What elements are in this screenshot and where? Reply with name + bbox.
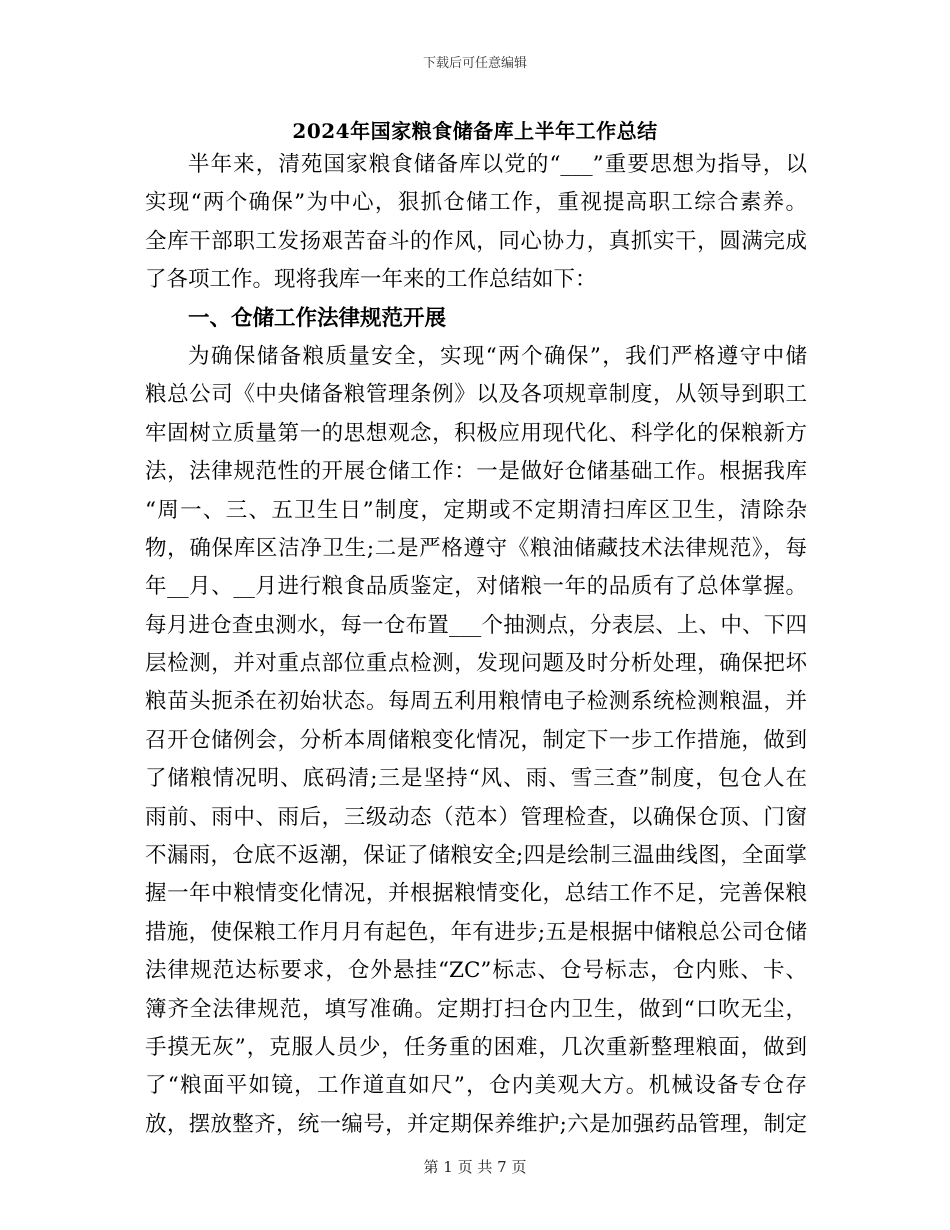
body-line-9: 法，法律规范性的开展仓储工作：一是做好仓储基础工作。根据我库 <box>145 459 807 485</box>
page-header-note: 下载后可任意编辑 <box>422 56 527 71</box>
body-line-16: 召开仓储例会，分析本周储粮变化情况，制定下一步工作措施，做到 <box>145 727 807 753</box>
document-title: 2024年国家粮食储备库上半年工作总结 <box>292 119 658 143</box>
body-line-8: 牢固树立质量第一的思想观念，积极应用现代化、科学化的保粮新方 <box>145 420 807 446</box>
body-line-4: 了各项工作。现将我库一年来的工作总结如下： <box>145 267 597 293</box>
body-line-1: 半年来，清苑国家粮食储备库以党的“___”重要思想为指导，以 <box>188 152 807 177</box>
body-line-25: 了“粮面平如镜，工作道直如尺”，仓内美观大方。机械设备专仓存 <box>145 1073 807 1099</box>
body-line-6: 为确保储备粮质量安全，实现“两个确保”，我们严格遵守中储 <box>188 343 807 369</box>
body-line-13: 每月进仓查虫测水，每一仓布置___个抽测点，分表层、上、中、下四 <box>145 612 807 638</box>
body-line-26: 放，摆放整齐，统一编号，并定期保养维护;六是加强药品管理，制定 <box>145 1111 807 1137</box>
body-line-12: 年__月、__月进行粮食品质鉴定，对储粮一年的品质有了总体掌握。 <box>145 574 807 600</box>
body-line-14: 层检测，并对重点部位重点检测，发现问题及时分析处理，确保把坏 <box>145 651 807 677</box>
body-line-22: 法律规范达标要求，仓外悬挂“ZC”标志、仓号标志，仓内账、卡、 <box>145 958 807 984</box>
body-line-17: 了储粮情况明、底码清;三是坚持“风、雨、雪三查”制度，包仓人在 <box>145 766 807 792</box>
body-line-3: 全库干部职工发扬艰苦奋斗的作风，同心协力，真抓实干，圆满完成 <box>145 228 807 254</box>
body-line-15: 粮苗头扼杀在初始状态。每周五利用粮情电子检测系统检测粮温，并 <box>145 689 807 715</box>
body-line-7: 粮总公司《中央储备粮管理条例》以及各项规章制度，从领导到职工 <box>145 382 807 408</box>
body-line-19: 不漏雨，仓底不返潮，保证了储粮安全;四是绘制三温曲线图，全面掌 <box>145 843 807 869</box>
body-line-10: “周一、三、五卫生日”制度，定期或不定期清扫库区卫生，清除杂 <box>145 497 807 523</box>
body-line-2: 实现“两个确保”为中心，狠抓仓储工作，重视提高职工综合素养。 <box>145 190 807 216</box>
section-heading-1: 一、仓储工作法律规范开展 <box>188 305 447 331</box>
document-body <box>145 146 807 1144</box>
body-line-21: 措施，使保粮工作月月有起色，年有进步;五是根据中储粮总公司仓储 <box>145 919 807 945</box>
body-line-20: 握一年中粮情变化情况，并根据粮情变化，总结工作不足，完善保粮 <box>145 881 807 907</box>
body-line-18: 雨前、雨中、雨后，三级动态（范本）管理检查，以确保仓顶、门窗 <box>145 804 807 830</box>
page-number-footer: 第 1 页 共 7 页 <box>423 1158 527 1176</box>
body-line-24: 手摸无灰”，克服人员少，任务重的困难，几次重新整理粮面，做到 <box>145 1034 807 1060</box>
body-line-11: 物，确保库区洁净卫生;二是严格遵守《粮油储藏技术法律规范》，每 <box>145 535 807 561</box>
body-line-23: 簿齐全法律规范，填写准确。定期打扫仓内卫生，做到“口吹无尘， <box>145 996 807 1022</box>
